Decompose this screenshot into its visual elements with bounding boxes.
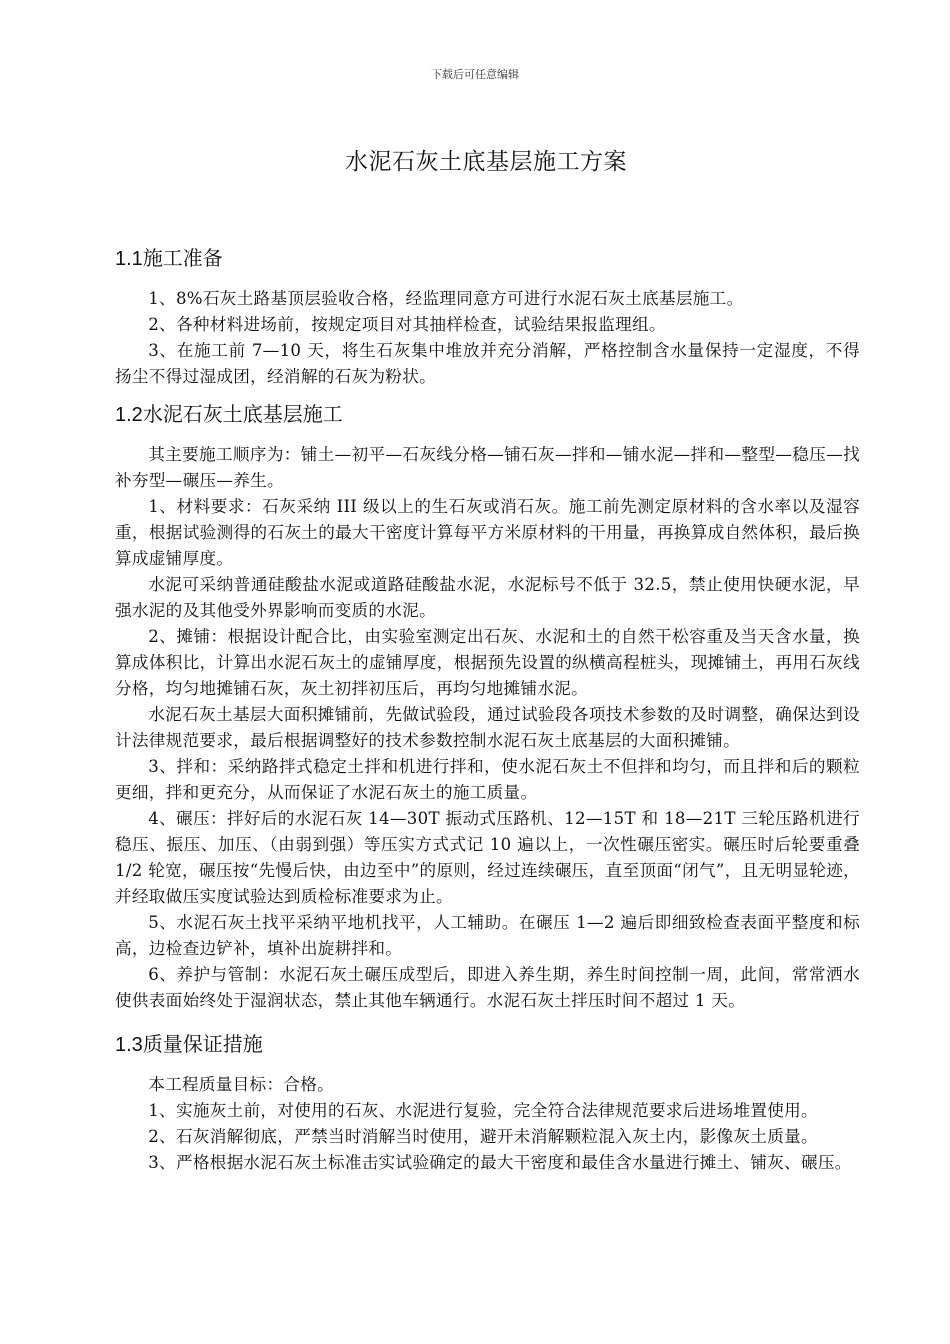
paragraph: 1、材料要求：石灰采纳 III 级以上的生石灰或消石灰。施工前先测定原材料的含水率以及湿容重，根据试验测得的石灰土的最大干密度计算每平方米原材料的干用量，再换算成自然体积，最后换算成虚铺厚度。: [115, 497, 860, 568]
document-title: 水泥石灰土底基层施工方案: [345, 149, 627, 175]
paragraph: 3、在施工前 7—10 天，将生石灰集中堆放并充分消解，严格控制含水量保持一定湿度，不得扬尘不得过湿成团，经消解的石灰为粉状。: [115, 341, 860, 386]
paragraph: 本工程质量目标：合格。: [148, 1075, 335, 1094]
paragraph: 5、水泥石灰土找平采纳平地机找平，人工辅助。在碾压 1—2 遍后即细致检查表面平整度和标高，边检查边铲补，填补出旋耕拌和。: [115, 913, 860, 958]
paragraph: 1、实施灰土前，对使用的石灰、水泥进行复验，完全符合法律规范要求后进场堆置使用。: [148, 1101, 818, 1120]
document-body: [115, 240, 860, 1176]
paragraph: 水泥可采纳普通硅酸盐水泥或道路硅酸盐水泥，水泥标号不低于 32.5，禁止使用快硬水泥，早强水泥的及其他受外界影响而变质的水泥。: [115, 575, 860, 620]
section-heading: [115, 396, 860, 432]
section-title: 质量保证措施: [142, 1032, 263, 1056]
paragraph: 4、碾压：拌好后的水泥石灰 14—30T 振动式压路机、12—15T 和 18—21T 三轮压路机进行稳压、振压、加压、（由弱到强）等压实方式式记 10 遍以上，一次性碾压密实。碾压时后轮要重叠 1/2 轮宽，碾压按“先慢后快，由边至中”的原则，经过连续碾压，直至顶面“闭气”，且无明显轮迹，并经取做压实度试验达到质检标准要求为止。: [115, 809, 860, 906]
section-number: 1.1: [115, 248, 143, 270]
paragraph: 其主要施工顺序为：铺土—初平—石灰线分格—铺石灰—拌和—铺水泥—拌和—整型—稳压—找补夯型—碾压—养生。: [115, 445, 860, 490]
paragraph: 1、8%石灰土路基顶层验收合格，经监理同意方可进行水泥石灰土底基层施工。: [148, 289, 744, 308]
paragraph: 3、拌和：采纳路拌式稳定土拌和机进行拌和，使水泥石灰土不但拌和均匀，而且拌和后的颗粒更细，拌和更充分，从而保证了水泥石灰土的施工质量。: [115, 757, 860, 802]
section-construction-preparation: [115, 240, 860, 390]
section-heading: [115, 240, 860, 276]
section-number: 1.3: [115, 1034, 143, 1056]
paragraph: 6、养护与管制：水泥石灰土碾压成型后，即进入养生期，养生时间控制一周，此间，常常洒水使供表面始终处于湿润状态，禁止其他车辆通行。水泥石灰土拌压时间不超过 1 天。: [115, 965, 860, 1010]
section-subbase-construction: [115, 396, 860, 1014]
section-title: 施工准备: [142, 246, 223, 270]
paragraph: 水泥石灰土基层大面积摊铺前，先做试验段，通过试验段各项技术参数的及时调整，确保达到设计法律规范要求，最后根据调整好的技术参数控制水泥石灰土底基层的大面积摊铺。: [115, 705, 860, 750]
paragraph: 2、石灰消解彻底，严禁当时消解当时使用，避开未消解颗粒混入灰土内，影像灰土质量。: [148, 1127, 818, 1146]
page-header-note: 下载后可任意编辑: [431, 68, 519, 81]
paragraph: 3、严格根据水泥石灰土标准击实试验确定的最大干密度和最佳含水量进行摊土、铺灰、碾压。: [148, 1153, 852, 1172]
section-heading: [115, 1026, 860, 1062]
paragraph: 2、摊铺：根据设计配合比，由实验室测定出石灰、水泥和土的自然干松容重及当天含水量，换算成体积比，计算出水泥石灰土的虚铺厚度，根据预先设置的纵横高程桩头，现摊铺土，再用石灰线分格，均匀地摊铺石灰，灰土初拌初压后，再均匀地摊铺水泥。: [115, 627, 860, 698]
section-number: 1.2: [115, 404, 143, 426]
paragraph: 2、各种材料进场前，按规定项目对其抽样检查，试验结果报监理组。: [148, 315, 666, 334]
section-quality-assurance: [115, 1026, 860, 1176]
section-title: 水泥石灰土底基层施工: [142, 402, 343, 426]
